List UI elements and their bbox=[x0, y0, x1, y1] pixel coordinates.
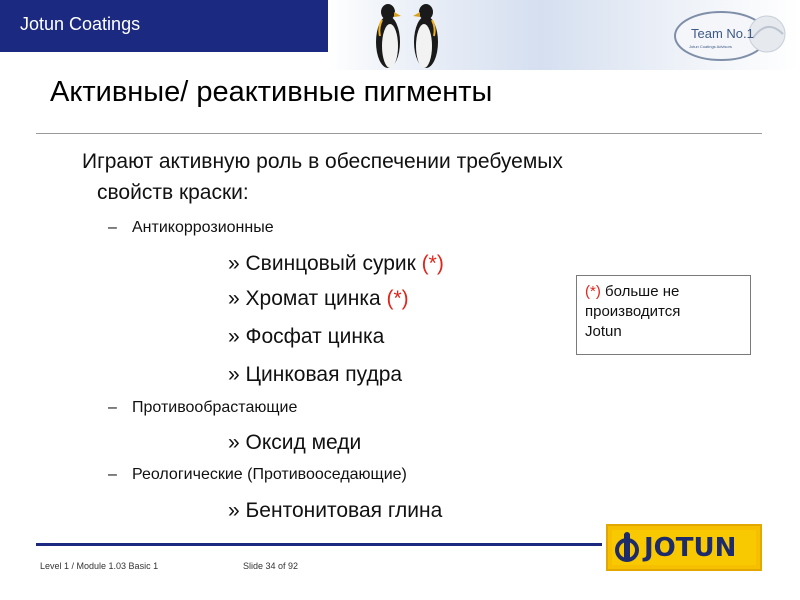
group-label-antifouling bbox=[108, 399, 297, 417]
penguins-image bbox=[348, 0, 468, 70]
header-bar bbox=[0, 0, 328, 52]
list-item bbox=[228, 252, 444, 276]
slide-title: Активные/ реактивные пигменты bbox=[50, 76, 493, 108]
dash-bullet: – bbox=[108, 219, 117, 236]
note-mark: (*) bbox=[386, 287, 409, 310]
footer-module-label: Level 1 / Module 1.03 Basic 1 bbox=[40, 561, 159, 571]
intro-line-2: свойств краски: bbox=[97, 181, 249, 204]
note-box-mark: (*) bbox=[585, 283, 601, 300]
footer-slide-number: Slide 34 of 92 bbox=[243, 561, 299, 571]
team-logo-sub: Jotun Coatings Advisors bbox=[689, 44, 732, 49]
dash-bullet: – bbox=[108, 399, 117, 416]
note-mark: (*) bbox=[421, 252, 444, 275]
list-item-text: » Свинцовый сурик bbox=[228, 252, 416, 275]
list-item bbox=[228, 287, 409, 311]
list-item-text: » Цинковая пудра bbox=[228, 363, 403, 386]
group-label-anticorrosion bbox=[108, 219, 274, 237]
jotun-emblem-icon bbox=[612, 530, 642, 566]
group-label-text: Антикоррозионные bbox=[132, 219, 274, 236]
list-item-text: » Оксид меди bbox=[228, 431, 362, 454]
title-divider bbox=[36, 133, 762, 134]
note-line-2: производится bbox=[585, 303, 681, 320]
list-item-text: » Бентонитовая глина bbox=[228, 499, 443, 522]
list-item bbox=[228, 363, 402, 387]
footnote-box bbox=[576, 275, 751, 355]
team-no1-logo bbox=[673, 6, 788, 64]
jotun-wordmark: JOTUN bbox=[644, 532, 737, 563]
note-line-1: больше не bbox=[600, 283, 680, 300]
group-label-rheological bbox=[108, 466, 407, 484]
list-item-text: » Хромат цинка bbox=[228, 287, 381, 310]
dash-bullet: – bbox=[108, 466, 117, 483]
list-item bbox=[228, 431, 361, 455]
group-label-text: Противообрастающие bbox=[132, 399, 298, 416]
team-logo-main: Team No.1 bbox=[691, 26, 754, 41]
footer-divider bbox=[36, 543, 602, 546]
jotun-logo bbox=[606, 524, 762, 571]
header-banner bbox=[328, 0, 800, 70]
note-line-3: Jotun bbox=[585, 323, 622, 340]
group-label-text: Реологические (Противооседающие) bbox=[132, 466, 407, 483]
list-item bbox=[228, 325, 384, 349]
intro-text bbox=[82, 146, 722, 208]
list-item-text: » Фосфат цинка bbox=[228, 325, 385, 348]
brand-label: Jotun Coatings bbox=[20, 14, 141, 34]
intro-line-1: Играют активную роль в обеспечении требуемых bbox=[82, 150, 563, 173]
list-item bbox=[228, 499, 442, 523]
jotun-logo-inner bbox=[612, 530, 756, 565]
